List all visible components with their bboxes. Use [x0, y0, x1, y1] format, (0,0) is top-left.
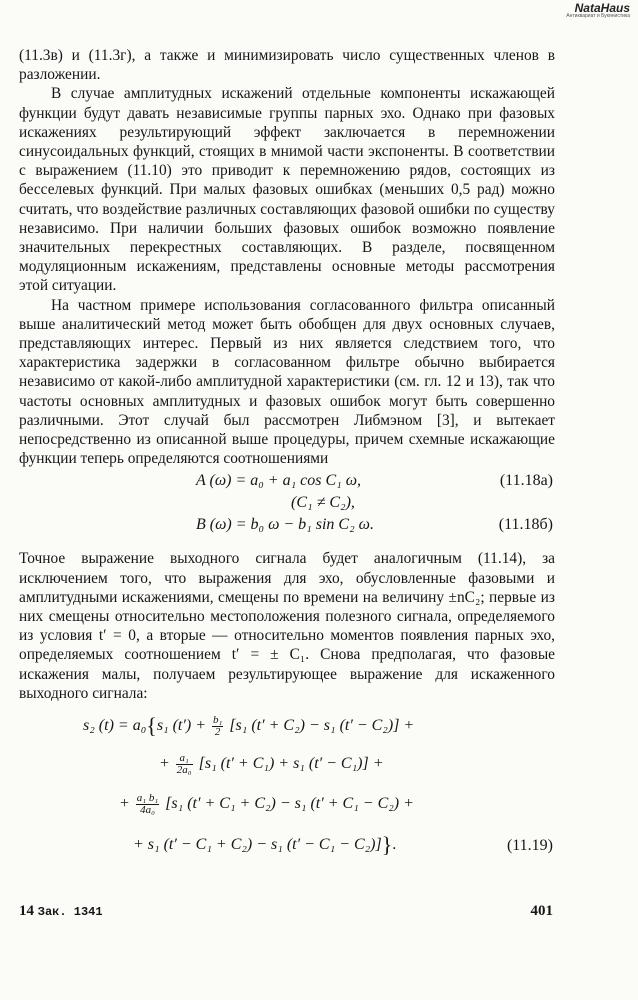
equation-11-18a-expression: A (ω) = a₀ + a₁ cos C₁ ω,: [196, 472, 362, 490]
equation-11-19-line-1: s₂ (t) = a₀{s₁ (t′) + $\frac{\text{b₁}}{2}$ [s₁ (t′ + C₂) − s₁ (t′ − C₂)] +: [83, 713, 415, 739]
fraction-b1-over-2: $\frac{\text{b₁}}{2}$: [213, 714, 223, 739]
equation-11-19-line-3-rest: [s₁ (t′ + C₁ + C₂) − s₁ (t′ + C₁ − C₂) +: [165, 795, 414, 813]
equation-11-19-number: (11.19): [506, 837, 553, 855]
equation-11-18a-number: (11.18а): [499, 472, 553, 490]
paragraph-4: Точное выражение выходного сигнала будет аналогичным (11.14), за исключением того, что выражения для эхо, обусловленные фазовыми и амплитудными искажениями, смещены по времени на величину ±nC₂; первые из них смещены относительно местоположения полезного сигнала, определяемого из условия t′ = 0, а вторые — относительно моментов появления парных эхо, определяемых соотношением t′ = ± C₁. Снова предполагая, что фазовые искажения малы, получаем результирующее выражение для искаженного выходного сигнала:: [19, 550, 555, 702]
watermark-brand: NataHaus: [574, 1, 630, 15]
equation-11-19-line-4-text: + s₁ (t′ − C₁ + C₂) − s₁ (t′ − C₁ − C₂)]: [133, 836, 382, 854]
equation-11-19-line-1-rest: [s₁ (t′ + C₂) − s₁ (t′ − C₂)] +: [229, 717, 415, 735]
equation-11-19-line-2: + $\frac{\text{a₁}}{\text{2a₀}}$ [s₁ (t′ + C₁) + s₁ (t′ − C₁)] +: [159, 752, 384, 777]
equation-11-19-lhs: s₂ (t) = a₀: [83, 717, 147, 735]
equation-condition: [19, 493, 555, 513]
footer-signature-number: 14: [19, 903, 34, 919]
equation-11-18b-number: (11.18б): [498, 516, 553, 534]
page-body: [19, 46, 555, 865]
equation-11-19-line-4: + s₁ (t′ − C₁ + C₂) − s₁ (t′ − C₁ − C₂)]}.: [133, 832, 397, 858]
footer-order: Зак. 1341: [37, 905, 103, 919]
fraction-a1-over-2a0: $\frac{\text{a₁}}{\text{2a₀}}$: [176, 752, 192, 777]
equation-11-18b-expression: B (ω) = b₀ ω − b₁ sin C₂ ω.: [196, 516, 374, 534]
watermark-tagline: Aнтиквариат и Букинистика: [566, 13, 630, 19]
paragraph-3: На частном примере использования согласованного фильтра описанный выше аналитический метод может быть обобщен для двух основных случаев, представляющих интерес. Первый из них является следствием того, что характеристика задержки в согласованном фильтре обычно выбирается независимо от какой-либо амплитудной характеристики (см. гл. 12 и 13), так что частоты основных амплитудных и фазовых ошибок могут быть совершенно различными. Этот случай был рассмотрен Либмэном [3], и вытекает непосредственно из описанной выше процедуры, причем схемные искажающие функции теперь определяются соотношениями: [19, 296, 555, 468]
watermark-logo: [566, 2, 630, 19]
equation-11-19: [19, 715, 555, 865]
page-number: 401: [530, 903, 553, 919]
equation-condition-expression: (C₁ ≠ C₂),: [291, 494, 355, 512]
fraction-a1b1-over-4a0: $\frac{\text{a₁ b₁}}{\text{4a₀}}$: [136, 792, 159, 817]
equation-11-19-line-3: + $\frac{\text{a₁ b₁}}{\text{4a₀}}$ [s₁ (t′ + C₁ + C₂) − s₁ (t′ + C₁ − C₂) +: [119, 792, 414, 817]
equation-11-18b: [19, 515, 555, 535]
paragraph-1: (11.3в) и (11.3г), а также и минимизировать число существенных членов в разложении.: [19, 47, 555, 84]
paragraph-2: В случае амплитудных искажений отдельные компоненты искажающей функции будут давать независимые группы парных эхо. Однако при фазовых искажениях результирующий эффект заключается в перемножении синусоидальных функций, стоящих в мнимой части экспоненты. В соответствии с выражением (11.10) это приводит к перемножению рядов, состоящих из бесселевых функций. При малых фазовых ошибках (меньших 0,5 рад) можно считать, что воздействие различных составляющих фазовой ошибки по существу независимо. При наличии больших фазовых ошибок возможно появление значительных перекрестных составляющих. В разделе, посвященном модуляционным искажениям, представлены основные методы рассмотрения этой ситуации.: [19, 85, 555, 295]
equation-11-19-line-2-rest: [s₁ (t′ + C₁) + s₁ (t′ − C₁)] +: [198, 755, 384, 773]
footer-signature: [19, 903, 103, 920]
equation-11-18a: [19, 471, 555, 491]
